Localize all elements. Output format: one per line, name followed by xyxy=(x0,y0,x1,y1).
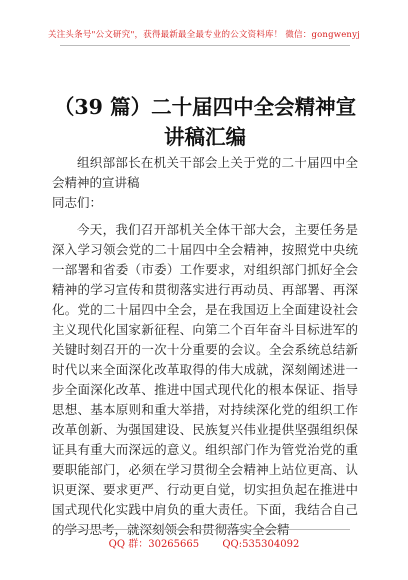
footer-banner xyxy=(0,535,408,550)
document-title: （39 篇）二十届四中全会精神宣讲稿汇编 xyxy=(53,95,357,149)
body-paragraph: 今天，我们召开部机关全体干部大会，主要任务是深入学习领会党的二十届四中全会精神，按照党中央统一部署和省委（市委）工作要求，对组织部门抓好全会精神的学习宣传和贯彻落实进行再动员、再部署、再深化。党的二十届四中全会，是在我国迈上全面建设社会主义现代化国家新征程、向第二个百年奋斗目标进军的关键时刻召开的一次十分重要的会议。全会系统总结新时代以来全面深化改革取得的伟大成就，深刻阐述进一步全面深化改革、推进中国式现代化的根本保证、指导思想、基本原则和重大举措，对持续深化党的组织工作改革创新、为强国建设、民族复兴伟业提供坚强组织保证具有重大而深远的意义。组织部门作为管党治党的重要职能部门，必须在学习贯彻全会精神上站位更高、认识更深、要求更严、行动更自觉，切实担负起在推进中国式现代化实践中肩负的重大责任。下面，我结合自己的学习思考，就深刻领会和贯彻落实全会精 xyxy=(52,222,358,537)
footer-qq: QQ:535304092 xyxy=(222,539,300,550)
footer-qq-group: QQ 群：30265665 xyxy=(108,539,200,550)
document-body xyxy=(52,153,358,540)
document-subtitle: 组织部部长在机关干部会上关于党的二十届四中全会精神的宣讲稿 xyxy=(52,155,358,190)
document-greeting: 同志们： xyxy=(52,195,103,210)
header-banner: 关注头条号"公文研究"，获得最新最全最专业的公文资料库！ 微信：gongwenyj xyxy=(48,30,360,40)
footer-divider xyxy=(60,529,350,530)
header-divider xyxy=(60,45,350,46)
